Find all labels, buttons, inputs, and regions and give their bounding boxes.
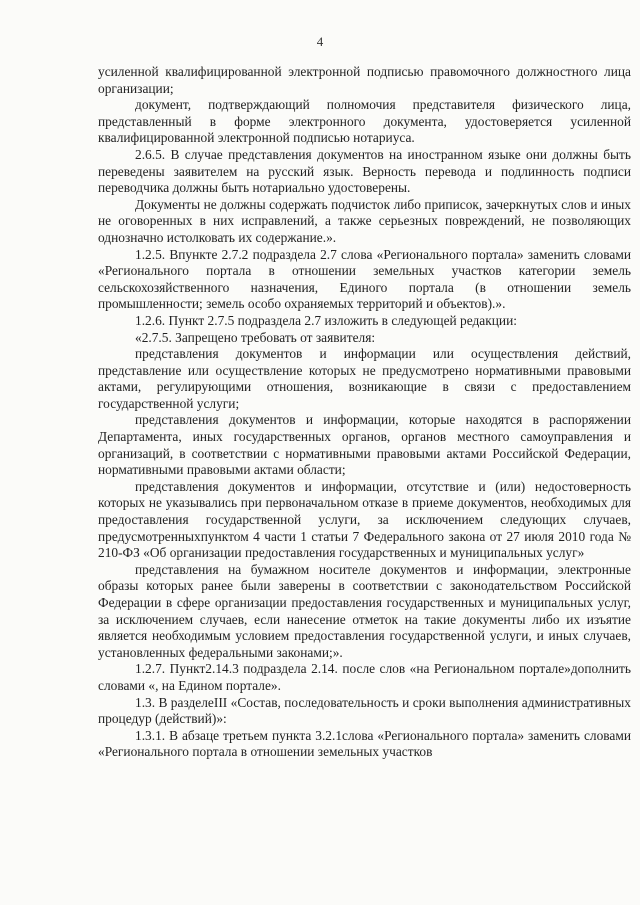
paragraph: 2.6.5. В случае представления документов на иностранном языке они должны быть переведены заявителем на русский язык. Верность перевода и подлинность подписи переводчика должны быть нотариально удостоверены.: [98, 146, 631, 196]
paragraph: 1.2.5. Впункте 2.7.2 подраздела 2.7 слова «Регионального портала» заменить словами «Регионального портала в отношении земельных участков категории земель сельскохозяйственного назначения, Единого портала (в отношении земель промышленности; земель особо охраняемых территорий и объектов).».: [98, 246, 631, 312]
document-body: [98, 64, 631, 761]
paragraph: «2.7.5. Запрещено требовать от заявителя:: [135, 329, 376, 345]
paragraph: 1.2.7. Пункт2.14.3 подраздела 2.14. после слов «на Региональном портале»дополнить словами «, на Едином портале».: [98, 661, 631, 693]
page-number: 4: [316, 34, 324, 49]
paragraph: представления документов и информации, которые находятся в распоряжении Департамента, иных государственных органов, органов местного самоуправления и организаций, в соответствии с нормативными правовыми актами Российской Федерации, нормативными правовыми актами области;: [98, 412, 631, 478]
paragraph: представления документов и информации, отсутствие и (или) недостоверность которых не указывались при первоначальном отказе в приеме документов, необходимых для предоставления государственной услуги, за исключением следующих случаев, предусмотренныхпунктом 4 части 1 статьи 7 Федерального закона от 27 июля 2010 года № 210-ФЗ «Об организации предоставления государственных и муниципальных услуг»: [98, 478, 631, 561]
paragraph: 1.3.1. В абзаце третьем пункта 3.2.1слова «Регионального портала» заменить словами «Регионального портала в отношении земельных участков: [98, 727, 631, 760]
paragraph: документ, подтверждающий полномочия представителя физического лица, представленный в форме электронного документа, удостоверяется усиленной квалифицированной электронной подписью нотариуса.: [98, 97, 631, 146]
paragraph: 1.3. В разделеIII «Состав, последовательность и сроки выполнения административных процедур (действий)»:: [98, 694, 631, 727]
paragraph: представления на бумажном носителе документов и информации, электронные образы которых ранее были заверены в соответствии с законодательством Российской Федерации в сфере организации предоставления государственных и муниципальных услуг, за исключением случаев, если нанесение отметок на такие документы либо их изъятие является необходимым условием предоставления государственной услуги, и иных случаев, установленных федеральными законами;».: [98, 561, 631, 660]
paragraph: 1.2.6. Пункт 2.7.5 подраздела 2.7 изложить в следующей редакции:: [135, 312, 517, 328]
paragraph: Документы не должны содержать подчисток либо приписок, зачеркнутых слов и иных не оговоренных в них исправлений, а также серьезных повреждений, не позволяющих однозначно истолковать их содержание.».: [98, 196, 631, 245]
paragraph: усиленной квалифицированной электронной подписью правомочного должностного лица организации;: [98, 64, 631, 96]
paragraph: представления документов и информации или осуществления действий, представление или осуществление которых не предусмотрено нормативными правовыми актами, регулирующими отношения, возникающие в связи с предоставлением государственной услуги;: [98, 346, 631, 411]
